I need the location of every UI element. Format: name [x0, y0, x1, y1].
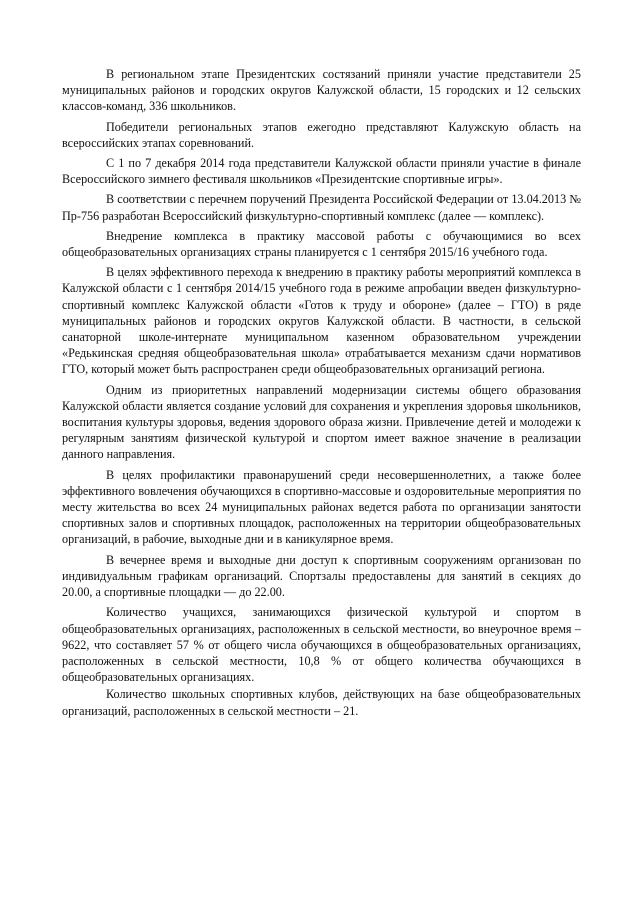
paragraph-presidential-contests: В региональном этапе Президентских состязаний приняли участие представители 25 муниципальных районов и городских округов Калужской области, 15 городских и 12 сельских классов-команд, 336 школьников. [62, 67, 581, 114]
paragraph-modernization: Одним из приоритетных направлений модернизации системы общего образования Калужской области является создание условий для сохранения и укрепления здоровья школьников, воспитания культуры здоровья, ведения здорового образа жизни. Привлечение детей и молодежи к регулярным занятиям физической культурой и спортом имеет важное значение в реализации данного направления. [62, 382, 581, 462]
paragraph-sports-clubs: Количество школьных спортивных клубов, действующих на базе общеобразовательных организаций, расположенных в сельской местности – 21. [62, 687, 581, 718]
document-page [62, 66, 581, 723]
paragraph-winners: Победители региональных этапов ежегодно представляют Калужскую область на всероссийских этапах соревнований. [62, 119, 581, 150]
paragraph-winter-festival: С 1 по 7 декабря 2014 года представители Калужской области приняли участие в финале Всероссийского зимнего фестиваля школьников «Президентские спортивные игры». [62, 156, 581, 187]
paragraph-evening-access: В вечернее время и выходные дни доступ к спортивным сооружениям организован по индивидуальным графикам организаций. Спортзалы предоставлены для занятий в секциях до 20.00, а спортивные площадки — до 22.00. [62, 552, 581, 600]
paragraph-president-instructions: В соответствии с перечнем поручений Президента Российской Федерации от 13.04.2013 № Пр-756 разработан Всероссийский физкультурно-спортивный комплекс (далее — комплекс). [62, 192, 581, 223]
paragraph-complex-introduction: Внедрение комплекса в практику массовой работы с обучающимися во всех общеобразовательных организациях страны планируется с 1 сентября 2015/16 учебного года. [62, 228, 581, 260]
paragraph-students-count: Количество учащихся, занимающихся физической культурой и спортом в общеобразовательных организациях, расположенных в сельской местности, во внеурочное время – 9622, что составляет 57 % от общего числа обучающихся в общеобразовательных организациях, расположенных в сельской местности, 10,8 % от общего количества обучающихся в общеобразовательных организациях. [62, 605, 581, 685]
paragraph-prevention: В целях профилактики правонарушений среди несовершеннолетних, а также более эффективного вовлечения обучающихся в спортивно-массовые и оздоровительные мероприятия по месту жительства во всех 24 муниципальных районах ведется работа по организации занятости спортивных залов и спортивных площадок, расположенных на территории общеобразовательных организаций, в рабочие, выходные дни и в каникулярное время. [62, 467, 581, 547]
paragraph-gto-approbation: В целях эффективного перехода к внедрению в практику работы мероприятий комплекса в Калужской области с 1 сентября 2014/15 учебного года в режиме апробации введен физкультурно-спортивный комплекс Калужской области «Готов к труду и обороне» (далее – ГТО) в ряде муниципальных районов и городских округов Калужской области. В частности, в сельской санаторной школе-интернате муниципальном казенном образовательном учреждении «Редькинская средняя общеобразовательная школа» отрабатывается механизм сдачи нормативов ГТО, который может быть распространен среди общеобразовательных организаций региона. [62, 265, 581, 377]
